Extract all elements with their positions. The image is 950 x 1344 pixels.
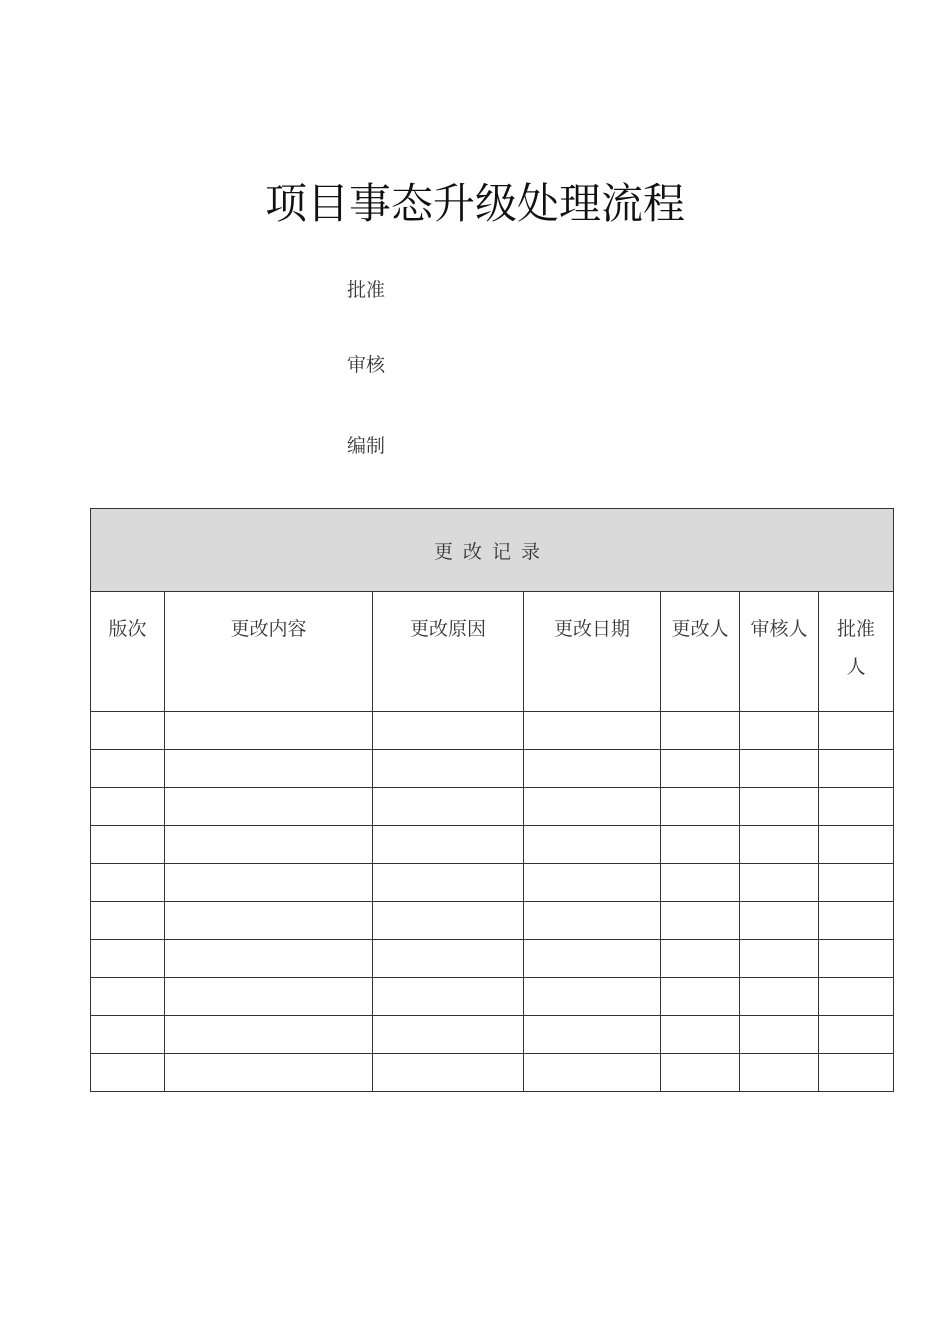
table-cell[interactable] [91,750,165,788]
table-cell[interactable] [91,826,165,864]
table-cell[interactable] [661,940,740,978]
table-cell[interactable] [661,978,740,1016]
table-cell[interactable] [819,1054,894,1092]
table-cell[interactable] [165,864,373,902]
table-cell[interactable] [819,978,894,1016]
table-cell[interactable] [165,788,373,826]
table-row [91,940,894,978]
table-cell[interactable] [165,940,373,978]
table-cell[interactable] [165,826,373,864]
table-cell[interactable] [524,712,661,750]
table-cell[interactable] [524,902,661,940]
table-cell[interactable] [524,978,661,1016]
table-cell[interactable] [373,712,524,750]
table-row [91,1054,894,1092]
table-cell[interactable] [165,1054,373,1092]
table-row [91,864,894,902]
table-cell[interactable] [165,750,373,788]
table-cell[interactable] [740,712,819,750]
table-cell[interactable] [373,864,524,902]
table-cell[interactable] [740,902,819,940]
table-cell[interactable] [661,1054,740,1092]
header-row [91,592,894,712]
column-header-version: 版次 [91,592,165,712]
table-row [91,1016,894,1054]
column-header-changed-by: 更改人 [661,592,740,712]
table-cell[interactable] [819,826,894,864]
table-cell[interactable] [165,978,373,1016]
table-row [91,902,894,940]
table-row [91,978,894,1016]
table-cell[interactable] [165,902,373,940]
table-cell[interactable] [165,712,373,750]
table-cell[interactable] [524,788,661,826]
table-cell[interactable] [524,940,661,978]
table-row [91,750,894,788]
table-cell[interactable] [740,788,819,826]
table-cell[interactable] [91,902,165,940]
column-header-change-content: 更改内容 [165,592,373,712]
change-record-caption: 更改记录 [91,509,894,592]
table-cell[interactable] [661,864,740,902]
table-cell[interactable] [740,826,819,864]
table-cell[interactable] [91,940,165,978]
table-cell[interactable] [524,1016,661,1054]
table-cell[interactable] [740,750,819,788]
table-cell[interactable] [524,750,661,788]
table-cell[interactable] [661,750,740,788]
table-cell[interactable] [373,940,524,978]
table-cell[interactable] [661,826,740,864]
table-cell[interactable] [91,788,165,826]
approve-label: 批准 [347,279,386,301]
table-cell[interactable] [740,978,819,1016]
table-cell[interactable] [524,1054,661,1092]
change-record-table [90,508,894,1092]
table-cell[interactable] [165,1016,373,1054]
column-header-reviewer: 审核人 [740,592,819,712]
table-row [91,788,894,826]
table-cell[interactable] [661,1016,740,1054]
document-title: 项目事态升级处理流程 [264,179,685,228]
table-cell[interactable] [740,864,819,902]
column-header-change-reason: 更改原因 [373,592,524,712]
table-row [91,826,894,864]
table-cell[interactable] [819,940,894,978]
caption-row [91,509,894,592]
table-row [91,712,894,750]
table-cell[interactable] [91,1016,165,1054]
table-cell[interactable] [819,788,894,826]
table-cell[interactable] [373,750,524,788]
table-cell[interactable] [91,864,165,902]
table-cell[interactable] [819,902,894,940]
table-cell[interactable] [524,864,661,902]
table-cell[interactable] [740,940,819,978]
table-cell[interactable] [91,978,165,1016]
table-cell[interactable] [740,1016,819,1054]
table-cell[interactable] [661,712,740,750]
prepare-label: 编制 [347,435,386,457]
review-label: 审核 [347,354,386,376]
change-record-body [91,712,894,1092]
table-cell[interactable] [740,1054,819,1092]
table-cell[interactable] [373,1054,524,1092]
table-cell[interactable] [819,712,894,750]
column-header-approver: 批准人 [819,592,894,712]
table-cell[interactable] [661,788,740,826]
table-cell[interactable] [91,712,165,750]
table-cell[interactable] [373,978,524,1016]
table-cell[interactable] [373,902,524,940]
table-cell[interactable] [661,902,740,940]
table-cell[interactable] [819,864,894,902]
table-cell[interactable] [819,750,894,788]
table-cell[interactable] [373,1016,524,1054]
table-cell[interactable] [373,826,524,864]
table-cell[interactable] [91,1054,165,1092]
table-cell[interactable] [373,788,524,826]
column-header-change-date: 更改日期 [524,592,661,712]
table-cell[interactable] [524,826,661,864]
table-cell[interactable] [819,1016,894,1054]
